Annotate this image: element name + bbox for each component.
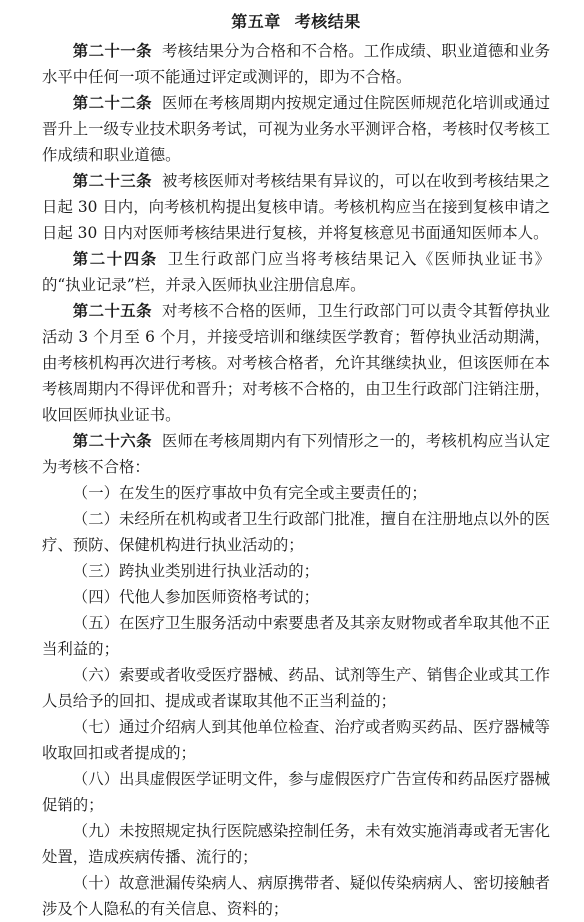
paragraph-text: （三）跨执业类别进行执业活动的； [72, 562, 320, 580]
article-number: 第二十二条 [72, 94, 152, 112]
list-item [42, 506, 550, 558]
chapter-number: 第五章 [231, 12, 281, 31]
chapter-heading [42, 8, 550, 36]
paragraph-text: （五）在医疗卫生服务活动中索要患者及其亲友财物或者牟取其他不正当利益的； [42, 614, 550, 658]
list-item [42, 870, 550, 922]
paragraph-text: 考核结果分为合格和不合格。工作成绩、职业道德和业务水平中任何一项不能通过评定或测评的，即为不合格。 [42, 42, 550, 86]
list-item [42, 766, 550, 818]
list-item [42, 558, 550, 584]
list-item [42, 610, 550, 662]
article-number: 第二十三条 [72, 172, 152, 190]
article-number: 第二十五条 [72, 302, 152, 320]
article-number: 第二十四条 [72, 250, 158, 268]
paragraph-text: （六）索要或者收受医疗器械、药品、试剂等生产、销售企业或其工作人员给予的回扣、提成或者谋取其他不正当利益的； [42, 666, 550, 710]
paragraph-text: 被考核医师对考核结果有异议的，可以在收到考核结果之日起 30 日内，向考核机构提出复核申请。考核机构应当在接到复核申请之日起 30 日内对医师考核结果进行复核，并将复核意见书面通知医师本人。 [42, 172, 550, 242]
article-number: 第二十六条 [72, 432, 152, 450]
article-paragraph [42, 90, 550, 168]
list-item [42, 662, 550, 714]
article-paragraph [42, 428, 550, 480]
paragraph-text: 医师在考核周期内按规定通过住院医师规范化培训或通过晋升上一级专业技术职务考试，可视为业务水平测评合格，考核时仅考核工作成绩和职业道德。 [42, 94, 550, 164]
paragraph-text: （七）通过介绍病人到其他单位检查、治疗或者购买药品、医疗器械等收取回扣或者提成的； [42, 718, 550, 762]
paragraph-text: （四）代他人参加医师资格考试的； [72, 588, 320, 606]
list-item [42, 480, 550, 506]
paragraph-text: （二）未经所在机构或者卫生行政部门批准，擅自在注册地点以外的医疗、预防、保健机构进行执业活动的； [42, 510, 550, 554]
paragraph-text: 对考核不合格的医师，卫生行政部门可以责令其暂停执业活动 3 个月至 6 个月，并接受培训和继续医学教育；暂停执业活动期满，由考核机构再次进行考核。对考核合格者，允许其继续执业，但该医师在本考核周期内不得评优和晋升；对考核不合格的，由卫生行政部门注销注册，收回医师执业证书。 [42, 302, 550, 424]
article-paragraph [42, 246, 550, 298]
paragraph-text: 医师在考核周期内有下列情形之一的，考核机构应当认定为考核不合格： [42, 432, 550, 476]
list-item [42, 818, 550, 870]
article-paragraph [42, 168, 550, 246]
paragraph-text: （八）出具虚假医学证明文件，参与虚假医疗广告宣传和药品医疗器械促销的； [42, 770, 550, 814]
list-item [42, 584, 550, 610]
chapter-title: 考核结果 [294, 12, 361, 31]
paragraph-text: （九）未按照规定执行医院感染控制任务，未有效实施消毒或者无害化处置，造成疾病传播、流行的； [42, 822, 550, 866]
article-number: 第二十一条 [72, 42, 152, 60]
paragraph-text: 卫生行政部门应当将考核结果记入《医师执业证书》的“执业记录”栏，并录入医师执业注册信息库。 [42, 250, 550, 294]
chapter-body [42, 38, 550, 922]
article-paragraph [42, 38, 550, 90]
document-page [42, 8, 550, 922]
paragraph-text: （十）故意泄漏传染病人、病原携带者、疑似传染病病人、密切接触者涉及个人隐私的有关信息、资料的； [42, 874, 550, 918]
article-paragraph [42, 298, 550, 428]
list-item [42, 714, 550, 766]
paragraph-text: （一）在发生的医疗事故中负有完全或主要责任的； [72, 484, 427, 502]
